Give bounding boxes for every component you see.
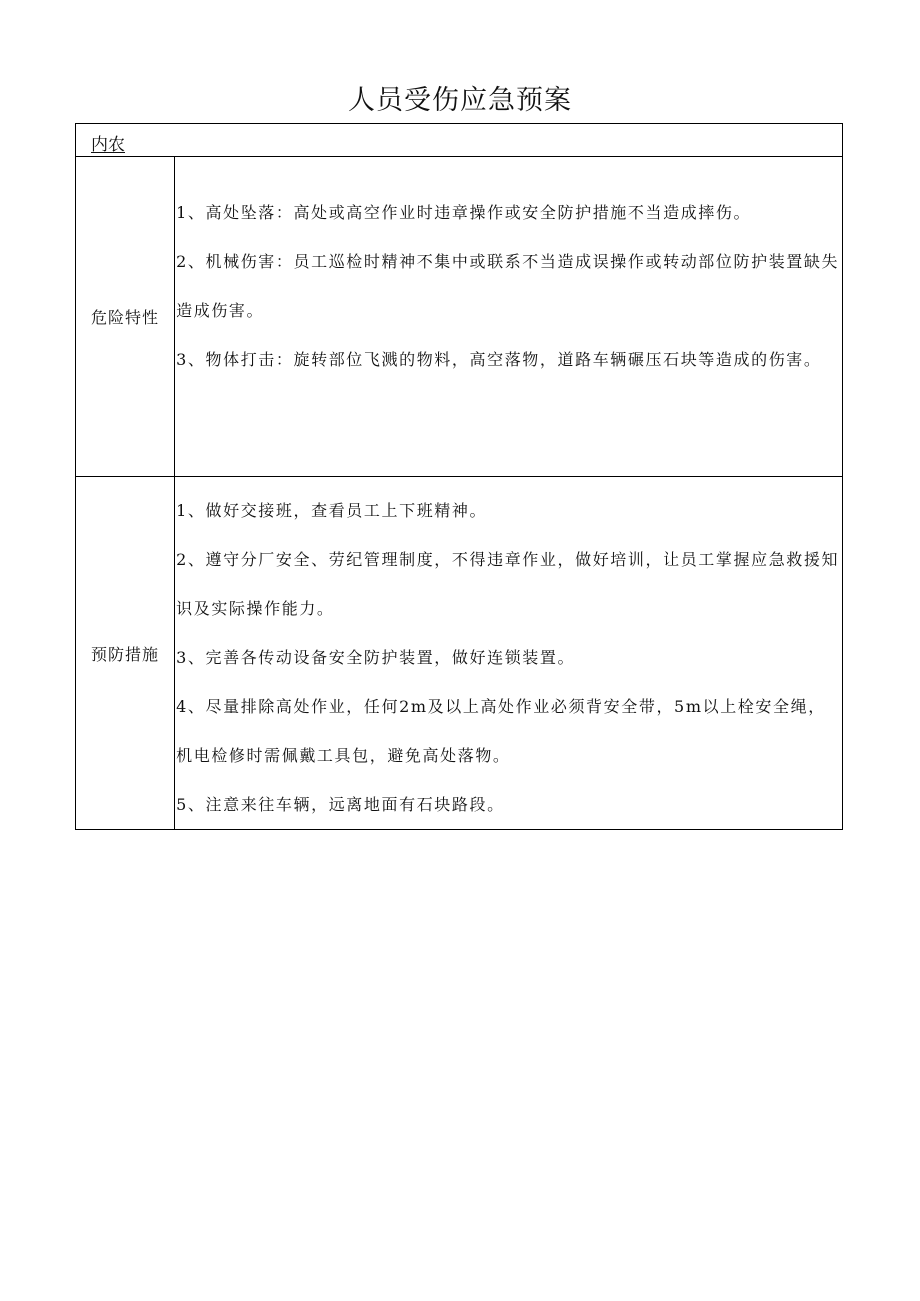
prevention-item: 3、完善各传动设备安全防护装置，做好连锁装置。 [176,648,576,667]
hazard-label: 危险特性 [91,308,160,327]
prevention-item: 2、遵守分厂安全、劳纪管理制度，不得违章作业，做好培训，让员工掌握应急救援知识及实际操作能力。 [176,550,840,618]
emergency-plan-table [75,123,843,830]
table-header-cell [76,124,843,157]
document-title: 人员受伤应急预案 [348,85,572,116]
hazard-item: 3、物体打击：旋转部位飞溅的物料，高空落物，道路车辆碾压石块等造成的伤害。 [176,350,822,369]
table-header-row [76,124,843,157]
prevention-item: 4、尽量排除高处作业，任何2m及以上高处作业必须背安全带，5m以上栓安全绳，机电检修时需佩戴工具包，避免高处落物。 [176,697,826,765]
hazard-section-row [76,157,843,477]
prevention-label: 预防措施 [91,644,160,664]
hazard-label-cell [76,157,175,477]
hazard-item: 1、高处坠落：高处或高空作业时违章操作或安全防护措施不当造成摔伤。 [176,203,752,222]
prevention-label-cell [76,477,175,830]
hazard-content-cell [175,157,843,477]
prevention-section-row [76,477,843,830]
prevention-content-cell [175,477,843,830]
prevention-item: 5、注意来往车辆，远离地面有石块路段。 [176,795,505,814]
hazard-item: 2、机械伤害：员工巡检时精神不集中或联系不当造成误操作或转动部位防护装置缺失造成伤害。 [176,252,840,320]
prevention-item: 1、做好交接班，查看员工上下班精神。 [176,501,488,520]
table-header-text: 内农 [91,135,125,155]
